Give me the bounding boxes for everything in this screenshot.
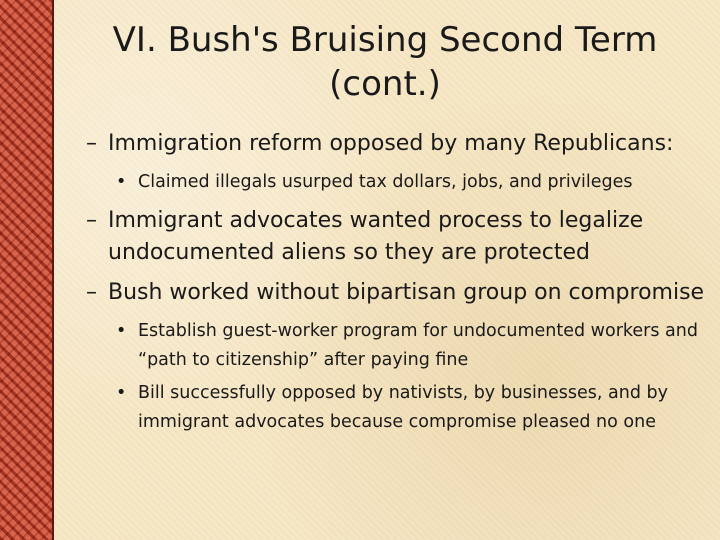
bullet-point-2: [86, 205, 706, 269]
bullet-point-1-text: Immigration reform opposed by many Republicans:: [108, 131, 674, 156]
sub-bullet-3-2: [116, 379, 706, 437]
slide-title-line-2: (cont.): [329, 64, 441, 104]
slide-title-line-1: VI. Bush's Bruising Second Term: [112, 20, 658, 60]
decorative-border-strip: [0, 0, 54, 540]
sub-bullet-3-1-text: Establish guest-worker program for undocumented workers and “path to citizenship” after paying fine: [138, 321, 698, 370]
slide-body: [86, 128, 706, 441]
bullet-marker: •: [116, 172, 127, 192]
bullet-point-1: [86, 128, 706, 160]
bullet-marker: •: [116, 321, 127, 341]
bullet-point-3: [86, 277, 706, 309]
sub-bullet-1-1: [116, 168, 706, 197]
bullet-point-3-text: Bush worked without bipartisan group on compromise: [108, 280, 705, 305]
slide-title: [70, 18, 700, 106]
dash-marker: –: [86, 131, 97, 156]
dash-marker: –: [86, 280, 97, 305]
sub-bullet-1-1-text: Claimed illegals usurped tax dollars, jobs, and privileges: [138, 172, 633, 192]
sub-bullet-3-1: [116, 317, 706, 375]
dash-marker: –: [86, 208, 97, 233]
bullet-point-2-text: Immigrant advocates wanted process to legalize undocumented aliens so they are protected: [108, 208, 644, 265]
bullet-marker: •: [116, 383, 127, 403]
sub-bullet-3-2-text: Bill successfully opposed by nativists, by businesses, and by immigrant advocates because compromise pleased no one: [138, 383, 668, 432]
